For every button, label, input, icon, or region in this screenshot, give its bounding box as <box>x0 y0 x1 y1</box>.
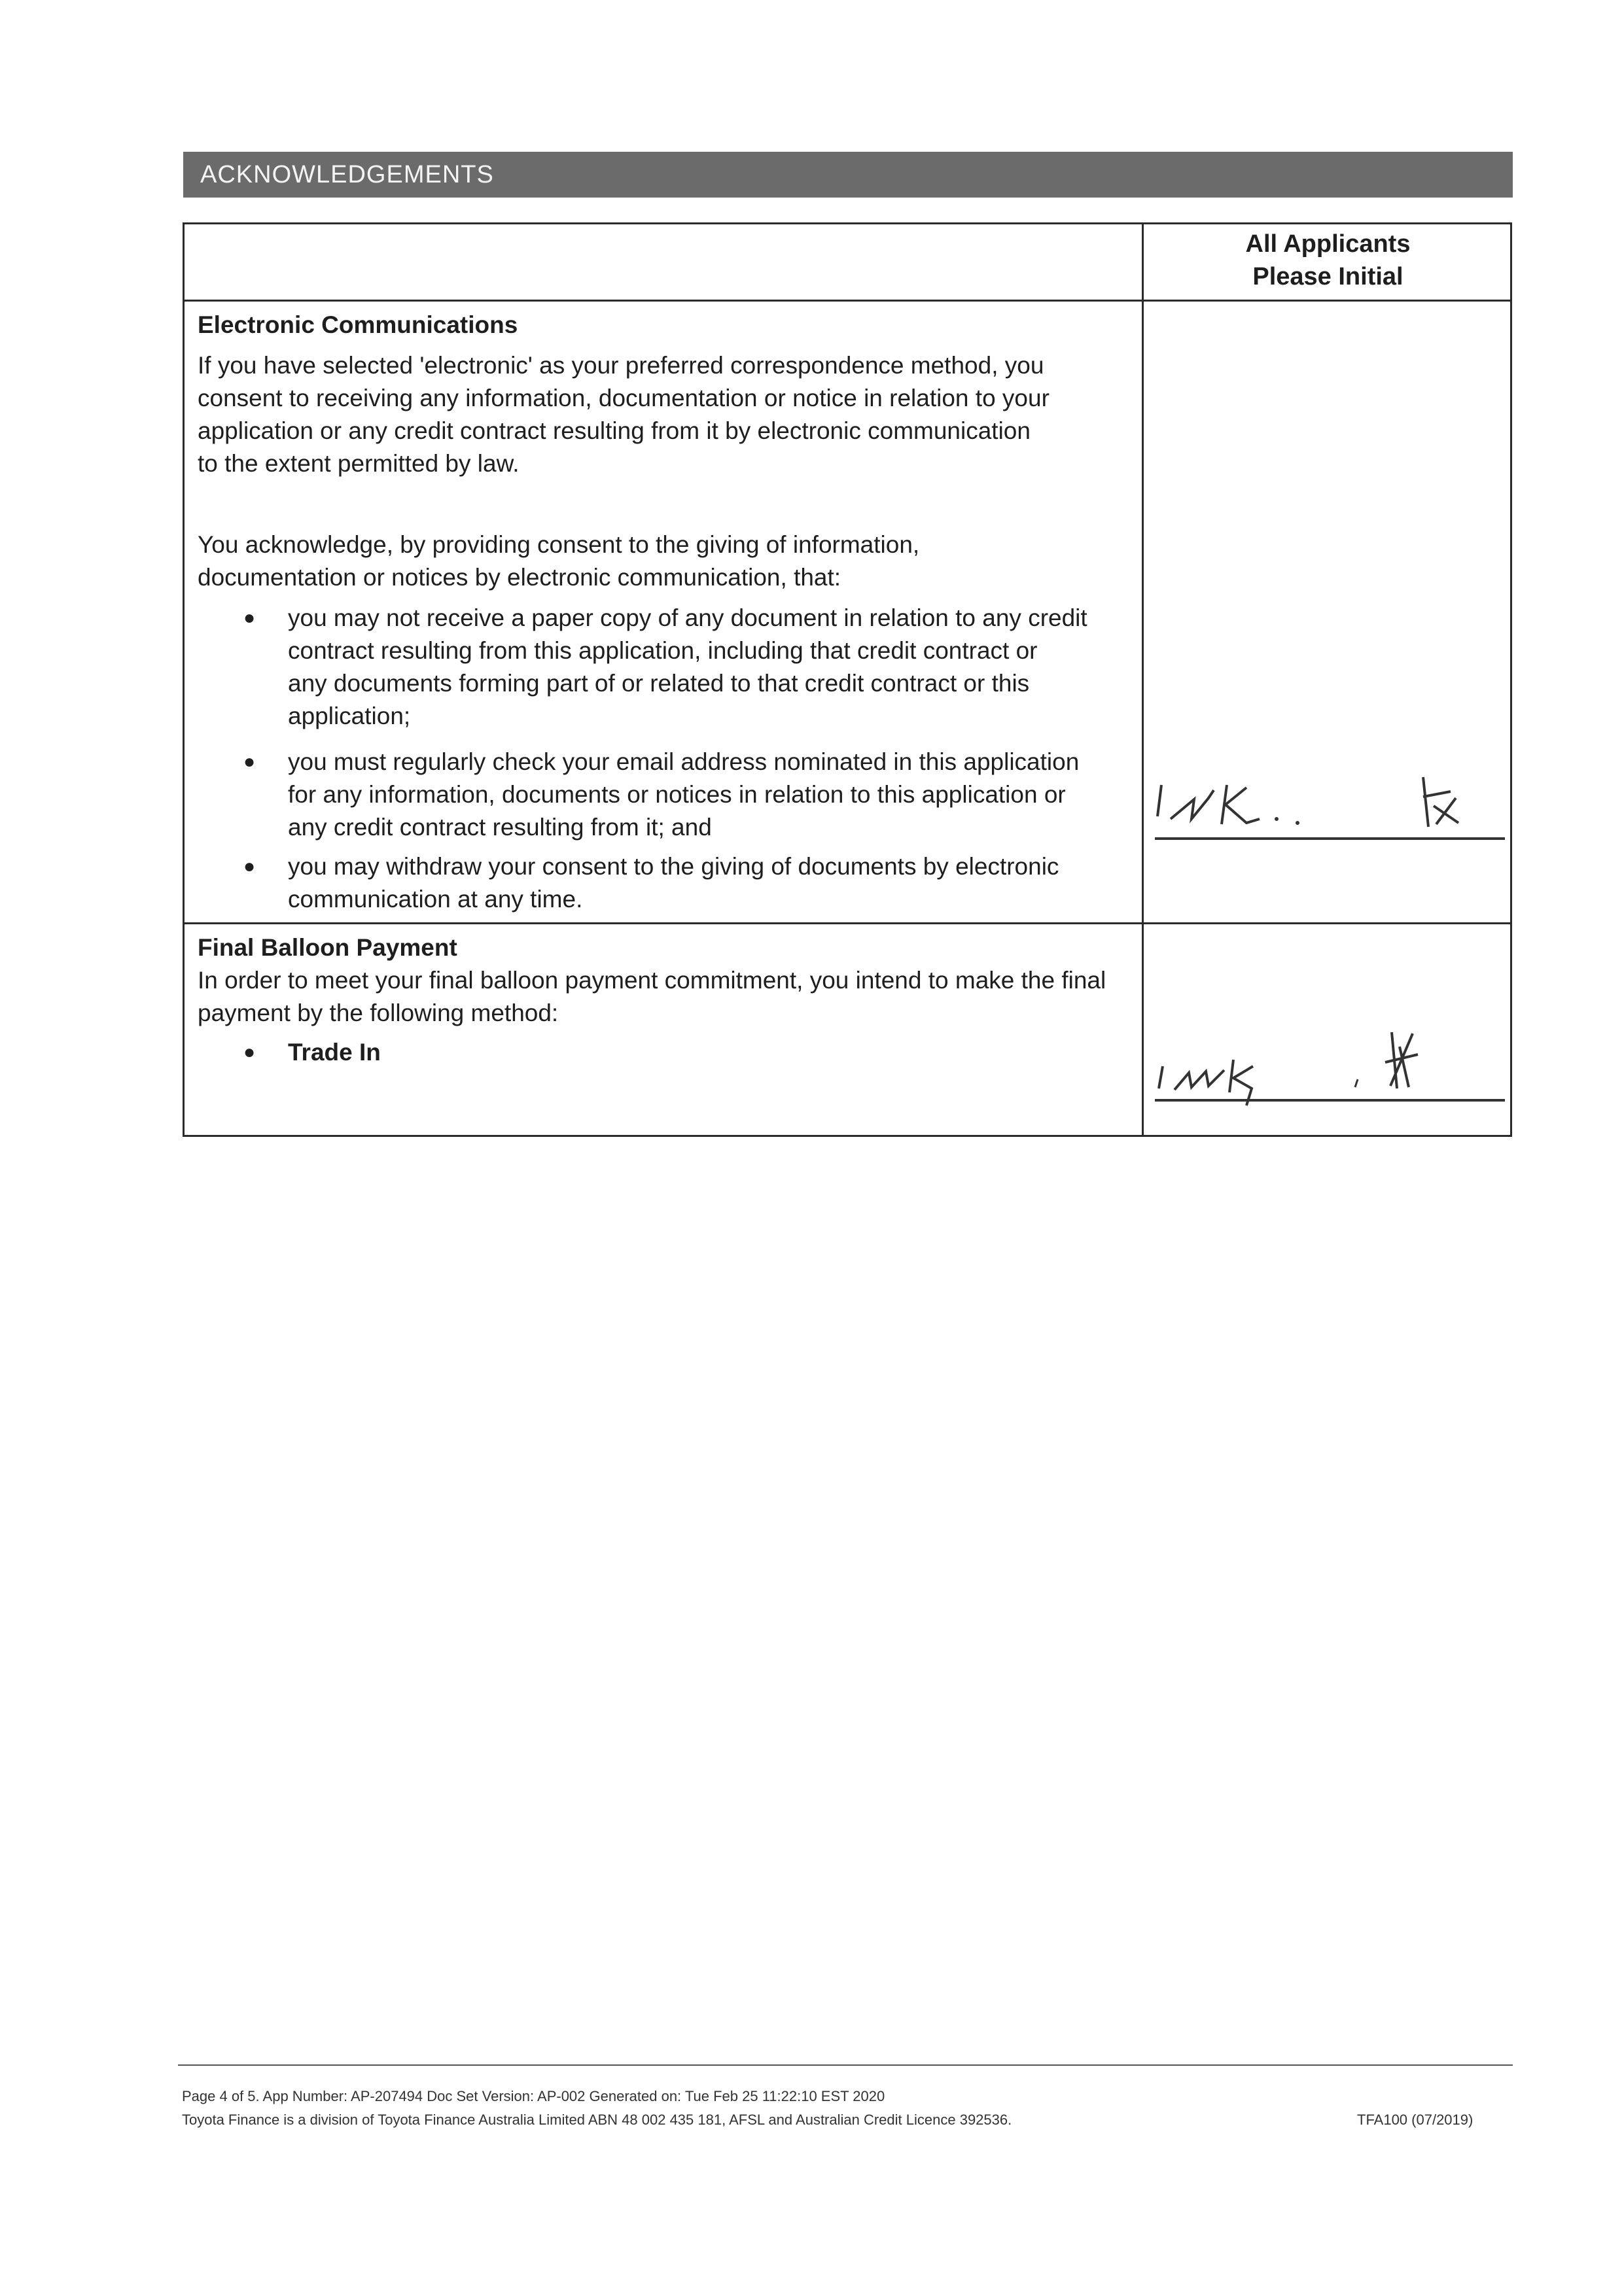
electronic-communications-heading: Electronic Communications <box>198 311 518 338</box>
bullet-line: for any information, documents or notices in relation to this application or <box>288 781 1066 808</box>
bullet-item-1 <box>288 602 1132 733</box>
footer-legal: Toyota Finance is a division of Toyota Finance Australia Limited ABN 48 002 435 181, AFSL and Australian Credit Licence 392536. <box>182 2112 1012 2128</box>
bullet-line: any credit contract resulting from it; and <box>288 814 712 841</box>
paragraph-line: consent to receiving any information, documentation or notice in relation to your <box>198 385 1050 411</box>
column-header-line2: Please Initial <box>1252 263 1403 290</box>
footer-app-info: Page 4 of 5. App Number: AP-207494 Doc Set Version: AP-002 Generated on: Tue Feb 25 11:22:10 EST 2020 <box>182 2088 885 2104</box>
initials-signature-2 <box>1148 1007 1502 1125</box>
footer-rule <box>178 2064 1513 2066</box>
bullet-line: application; <box>288 703 411 729</box>
bullet-line: you must regularly check your email address nominated in this application <box>288 748 1080 775</box>
bullet-item-3 <box>288 850 1132 916</box>
initials-line-1 <box>1155 837 1505 840</box>
bullet-dot: ● <box>243 607 256 629</box>
electronic-paragraph-1 <box>198 349 1050 480</box>
final-balloon-heading: Final Balloon Payment <box>198 934 457 961</box>
balloon-method-trade-in: Trade In <box>288 1039 381 1066</box>
bullet-line: you may withdraw your consent to the giving of documents by electronic <box>288 853 1059 880</box>
bullet-line: you may not receive a paper copy of any document in relation to any credit <box>288 604 1087 631</box>
paragraph-line: documentation or notices by electronic communication, that: <box>198 564 841 591</box>
paragraph-line: If you have selected 'electronic' as your preferred correspondence method, you <box>198 352 1044 379</box>
bullet-dot: ● <box>243 751 256 773</box>
column-divider <box>1142 222 1144 1137</box>
final-balloon-paragraph <box>198 964 1106 1030</box>
bullet-line: communication at any time. <box>288 886 583 913</box>
section-header-acknowledgements: ACKNOWLEDGEMENTS <box>183 152 1513 198</box>
electronic-paragraph-2 <box>198 529 919 594</box>
initials-signature-1 <box>1148 759 1502 844</box>
bullet-item-2 <box>288 746 1132 844</box>
bullet-line: contract resulting from this application, including that credit contract or <box>288 637 1038 664</box>
paragraph-line: In order to meet your final balloon payment commitment, you intend to make the final <box>198 967 1106 994</box>
initials-line-2 <box>1155 1099 1505 1102</box>
paragraph-line: to the extent permitted by law. <box>198 450 520 477</box>
bullet-dot: ● <box>243 856 256 877</box>
column-header-line1: All Applicants <box>1245 230 1411 258</box>
row-divider <box>183 922 1512 924</box>
paragraph-line: You acknowledge, by providing consent to the giving of information, <box>198 531 920 558</box>
paragraph-line: payment by the following method: <box>198 1000 559 1026</box>
column-header-initials <box>1144 222 1512 301</box>
bullet-dot: ● <box>243 1041 256 1063</box>
paragraph-line: application or any credit contract resulting from it by electronic communication <box>198 417 1031 444</box>
footer-form-code: TFA100 (07/2019) <box>1357 2112 1474 2128</box>
bullet-line: any documents forming part of or related to that credit contract or this <box>288 670 1030 697</box>
